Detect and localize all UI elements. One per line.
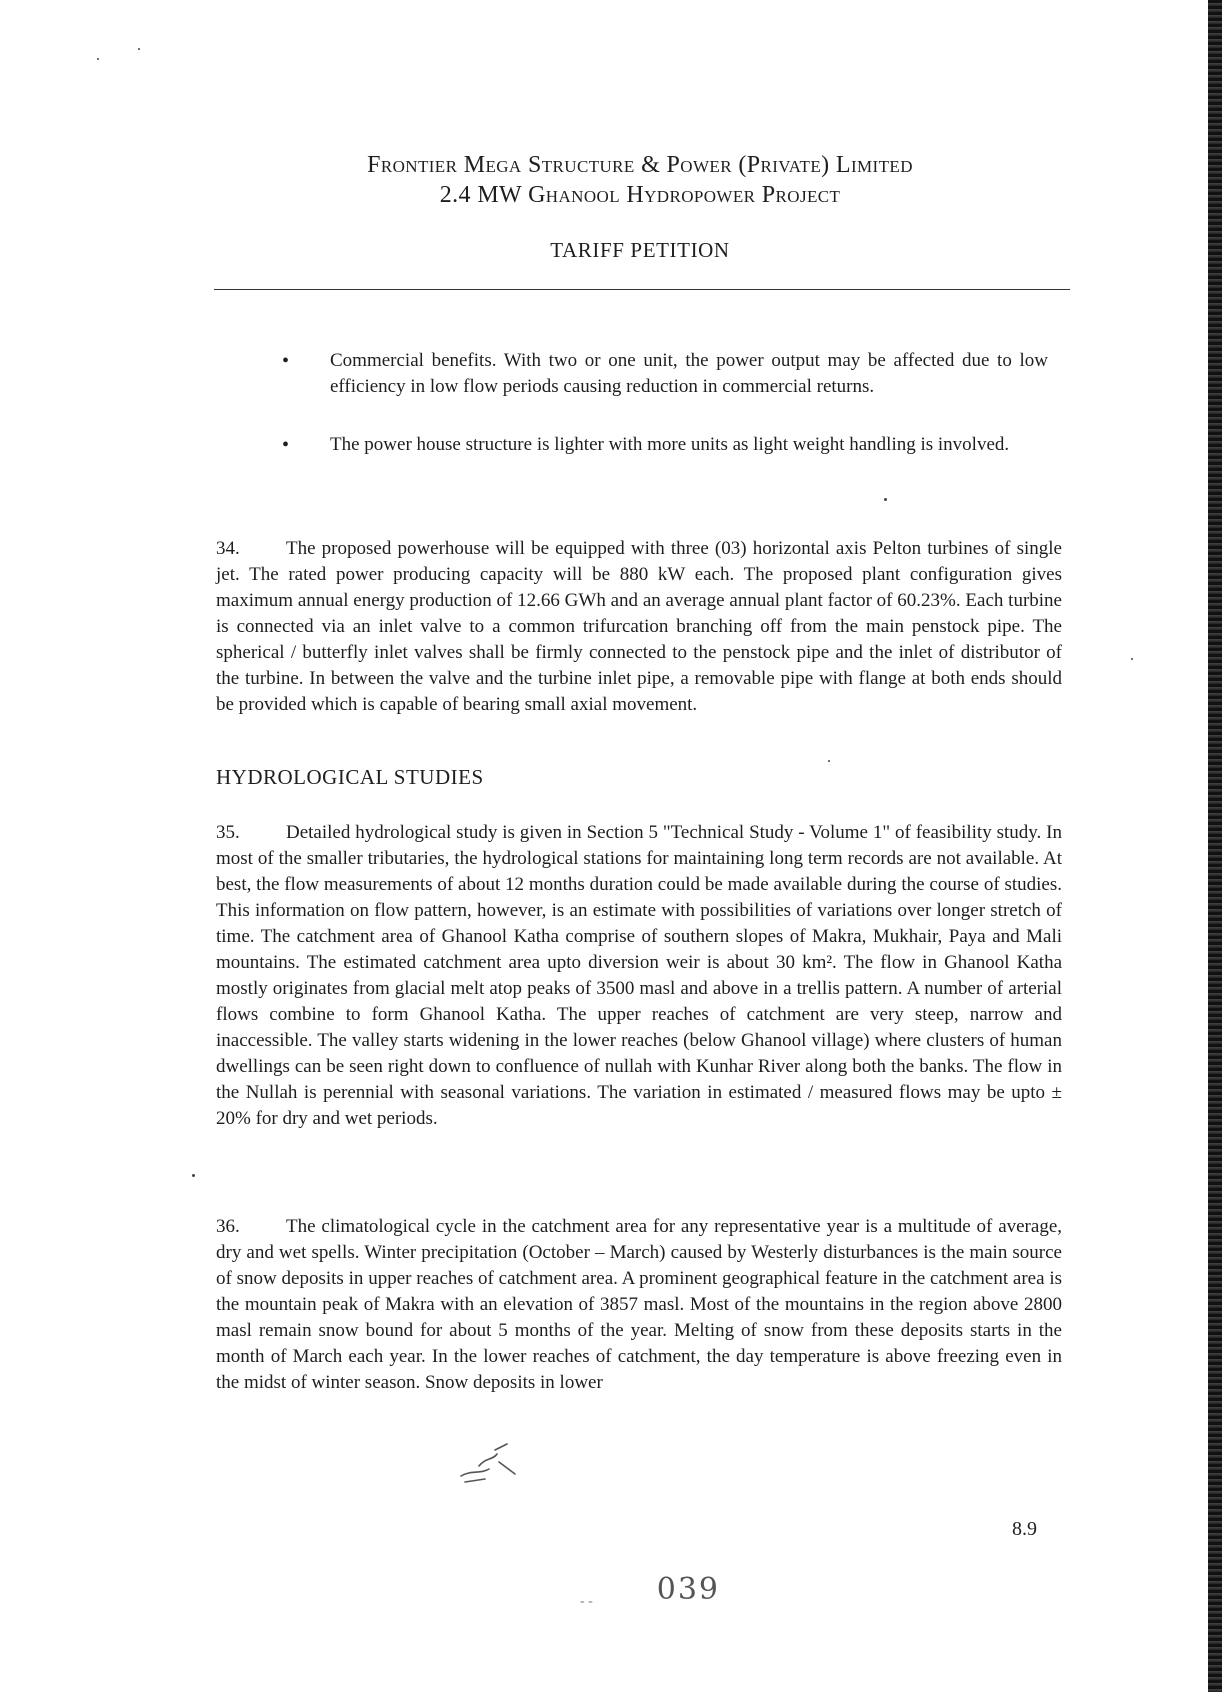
page-stamp <box>580 1572 720 1612</box>
bullet-icon: • <box>282 434 290 456</box>
stamp-number: 039 <box>656 1572 720 1607</box>
page-number: 8.9 <box>1012 1518 1037 1540</box>
paragraph-number: 34. <box>216 538 240 559</box>
paragraph-text: The proposed powerhouse will be equipped with three (03) horizontal axis Pelton turbines of single jet. The rated power producing capacity will be 880 kW each. The proposed plant configuration gives maximum annual energy production of 12.66 GWh and an average annual plant factor of 60.23%. Each turbine is connected via an inlet valve to a common trifurcation branching off from the main penstock pipe. The spherical / butterfly inlet valves shall be firmly connected to the penstock pipe and the inlet of distributor of the turbine. In between the valve and the turbine inlet pipe, a removable pipe with flange at both ends should be provided which is capable of bearing small axial movement. <box>216 538 1062 715</box>
stamp-dash-icon: - - <box>580 1594 593 1609</box>
paragraph-36 <box>216 1214 1062 1396</box>
scan-edge-border <box>1208 0 1222 1692</box>
bullet-item <box>270 348 1048 400</box>
document-header <box>200 150 1080 263</box>
paragraph-34 <box>216 536 1062 718</box>
document-title: TARIFF PETITION <box>550 238 730 262</box>
project-name: 2.4 MW Ghanool Hydropower Project <box>439 182 841 208</box>
bullet-item <box>270 432 1048 458</box>
scan-speck <box>138 48 140 50</box>
bullet-list <box>270 348 1048 458</box>
company-name: Frontier Mega Structure & Power (Private) Limited <box>367 152 913 178</box>
paragraph-number: 36. <box>216 1216 240 1237</box>
paragraph-35 <box>216 820 1062 1132</box>
scan-speck <box>884 498 887 501</box>
header-divider <box>214 289 1070 290</box>
paragraph-text: The climatological cycle in the catchment area for any representative year is a multitude of average, dry and wet spells. Winter precipitation (October – March) caused by Westerly disturbances is the main source of snow deposits in upper reaches of catchment area. A prominent geographical feature in the catchment area is the mountain peak of Makra with an elevation of 3857 masl. Most of the mountains in the region above 2800 masl remain snow bound for about 5 months of the year. Melting of snow from these deposits starts in the month of March each year. In the lower reaches of catchment, the day temperature is above freezing even in the midst of winter season. Snow deposits in lower <box>216 1216 1062 1393</box>
paragraph-number: 35. <box>216 822 240 843</box>
paragraph-text: Detailed hydrological study is given in Section 5 "Technical Study - Volume 1" of feasibility study. In most of the smaller tributaries, the hydrological stations for maintaining long term records are not available. At best, the flow measurements of about 12 months duration could be made available during the course of studies. This information on flow pattern, however, is an estimate with possibilities of variations over longer stretch of time. The catchment area of Ghanool Katha comprise of southern slopes of Makra, Mukhair, Paya and Mali mountains. The estimated catchment area upto diversion weir is about 30 km². The flow in Ghanool Katha mostly originates from glacial melt atop peaks of 3500 masl and above in a trellis pattern. A number of arterial flows combine to form Ghanool Katha. The upper reaches of catchment are very steep, narrow and inaccessible. The valley starts widening in the lower reaches (below Ghanool village) where clusters of human dwellings can be seen right down to confluence of nullah with Kunhar River along both the banks. The flow in the Nullah is perennial with seasonal variations. The variation in estimated / measured flows may be upto ± 20% for dry and wet periods. <box>216 822 1062 1129</box>
bullet-icon: • <box>282 350 290 372</box>
signature-mark <box>455 1436 535 1486</box>
scan-speck <box>97 58 99 60</box>
scan-speck <box>828 760 830 762</box>
section-heading: HYDROLOGICAL STUDIES <box>216 765 484 789</box>
scan-speck <box>1131 658 1133 660</box>
bullet-text: The power house structure is lighter with more units as light weight handling is involved. <box>330 434 1010 455</box>
scan-speck <box>192 1174 195 1177</box>
bullet-text: Commercial benefits. With two or one unit, the power output may be affected due to low efficiency in low flow periods causing reduction in commercial returns. <box>330 350 1048 397</box>
